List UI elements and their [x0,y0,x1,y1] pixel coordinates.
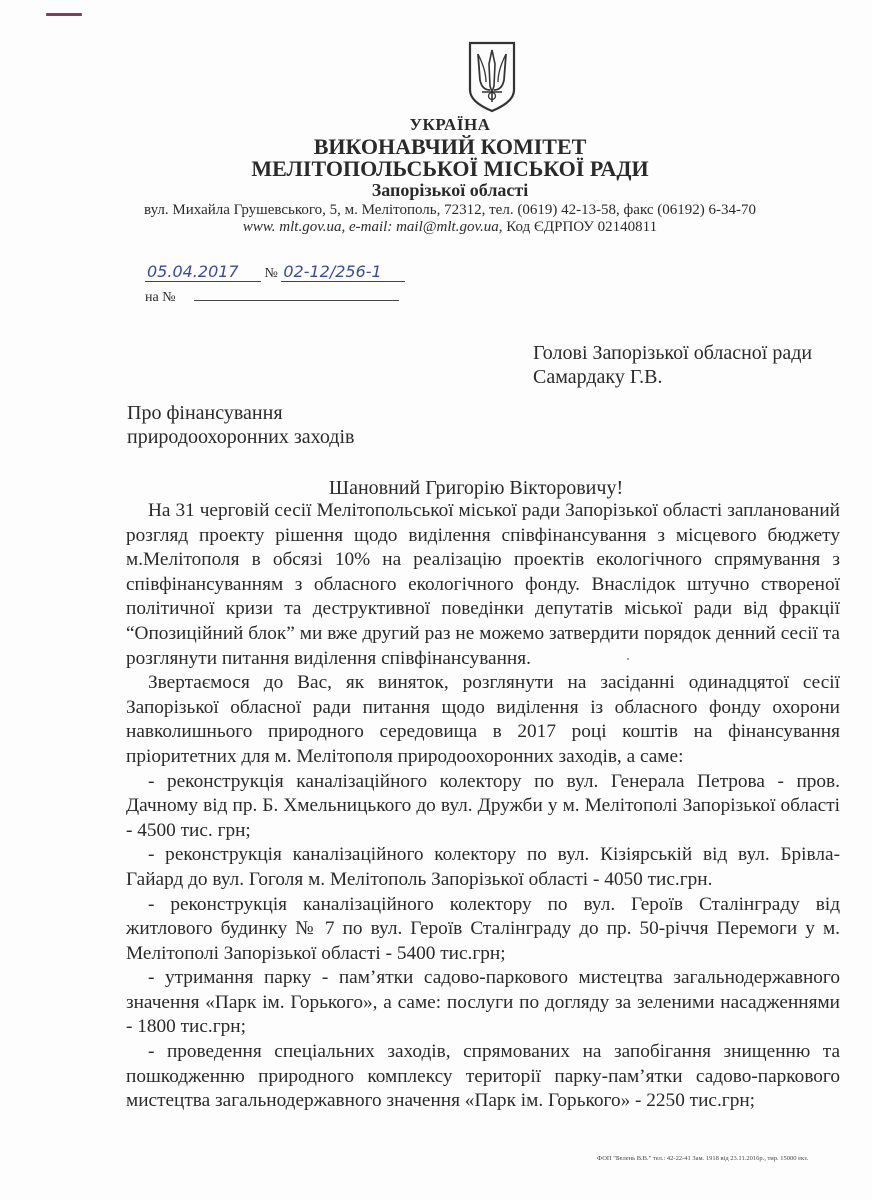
letterhead-contacts [14,219,872,236]
letterhead-address: вул. Михайла Грушевського, 5, м. Мелітополь, 72312, тел. (0619) 42-13-58, факс (06192) 6-34-70 [144,202,756,218]
subject-line-2: природоохоронних заходів [127,426,355,448]
addressee-block [533,341,812,389]
country-name: УКРАЇНА [409,115,491,134]
scan-speck [627,658,629,660]
top-margin-mark [46,13,82,16]
city-council-name: МЕЛІТОПОЛЬСЬКОЇ МІСЬКОЇ РАДИ [251,156,649,181]
paragraph: Звертаємося до Вас, як виняток, розглянути на засіданні одинадцятої сесії Запорізької обласної ради питання щодо виділення із обласного фонду охорони навколишнього природного середовища в 2017 році коштів на фінансування пріоритетних для м. Мелітополя природоохоронних заходів, а саме: [126,672,840,767]
outgoing-number: 02-12/256-1 [281,262,405,282]
committee-name: ВИКОНАВЧИЙ КОМІТЕТ [313,134,587,159]
addressee-name: Самардаку Г.В. [533,366,663,388]
registration-line [145,262,405,282]
edrpou-code: Код ЄДРПОУ 02140811 [506,219,658,235]
reply-number-blank [194,288,399,301]
subject-line-1: Про фінансування [127,402,283,424]
subject-block [127,401,354,449]
ukraine-trident-icon [466,40,518,114]
outgoing-date: 05.04.2017 [145,262,261,282]
list-item: - реконструкція каналізаційного колектору по вул. Генерала Петрова - пров. Дачному від пр. Б. Хмельницького до вул. Дружби у м. Мелітополі Запорізької області - 4500 тис. грн; [126,770,840,841]
paragraph: На 31 черговій сесії Мелітопольської міської ради Запорізької області запланований розгляд проекту рішення щодо виділення співфінансування з місцевого бюджету м.Мелітополя в обсязі 10% на реалізацію проектів екологічного спрямування з співфінансуванням з обласного екологічного фонду. Внаслідок штучно створеної політичної кризи та деструктивної поведінки депутатів міської ради від фракції “Опозиційний блок” ми вже другий раз не можемо затвердити порядок денний сесії та розглянути питання виділення співфінансування. [126,500,840,669]
list-item: - проведення спеціальних заходів, спрямованих на запобігання знищенню та пошкодженню природного комплексу території парку-пам’ятки садово-паркового мистецтва загальнодержавного значення «Парк ім. Горького» - 2250 тис.грн; [126,1041,840,1112]
region-name: Запорізької області [371,180,529,200]
salutation: Шановний Григорію Вікторовичу! [328,477,624,499]
printer-footer: ФОП "Белень В.В." тел.: 42-22-41 Зам. 1918 від 23.11.2016р., тир. 15000 екз. [597,1155,809,1162]
reply-label: на № [145,290,176,305]
addressee-title: Голові Запорізької обласної ради [533,342,813,364]
list-item: - утримання парку - пам’ятки садово-паркового мистецтва загальнодержавного значення «Парк ім. Горького», а саме: послуги по догляду за зеленими насадженнями - 1800 тис.грн; [126,967,840,1038]
letter-body [126,499,840,1114]
list-item: - реконструкція каналізаційного колектору по вул. Кізіярській від вул. Брівла-Гайард до вул. Гоголя м. Мелітополь Запорізької області - 4050 тис.грн. [126,844,840,890]
number-label: № [264,266,278,281]
web-email: www. mlt.gov.ua, e-mail: mail@mlt.gov.ua, [242,219,503,235]
reply-to-line [145,288,399,306]
list-item: - реконструкція каналізаційного колектору по вул. Героїв Сталінграду від житлового будинку № 7 по вул. Героїв Сталінграду до пр. 50-річчя Перемоги у м. Мелітополі Запорізької області - 5400 тис.грн; [126,893,840,964]
